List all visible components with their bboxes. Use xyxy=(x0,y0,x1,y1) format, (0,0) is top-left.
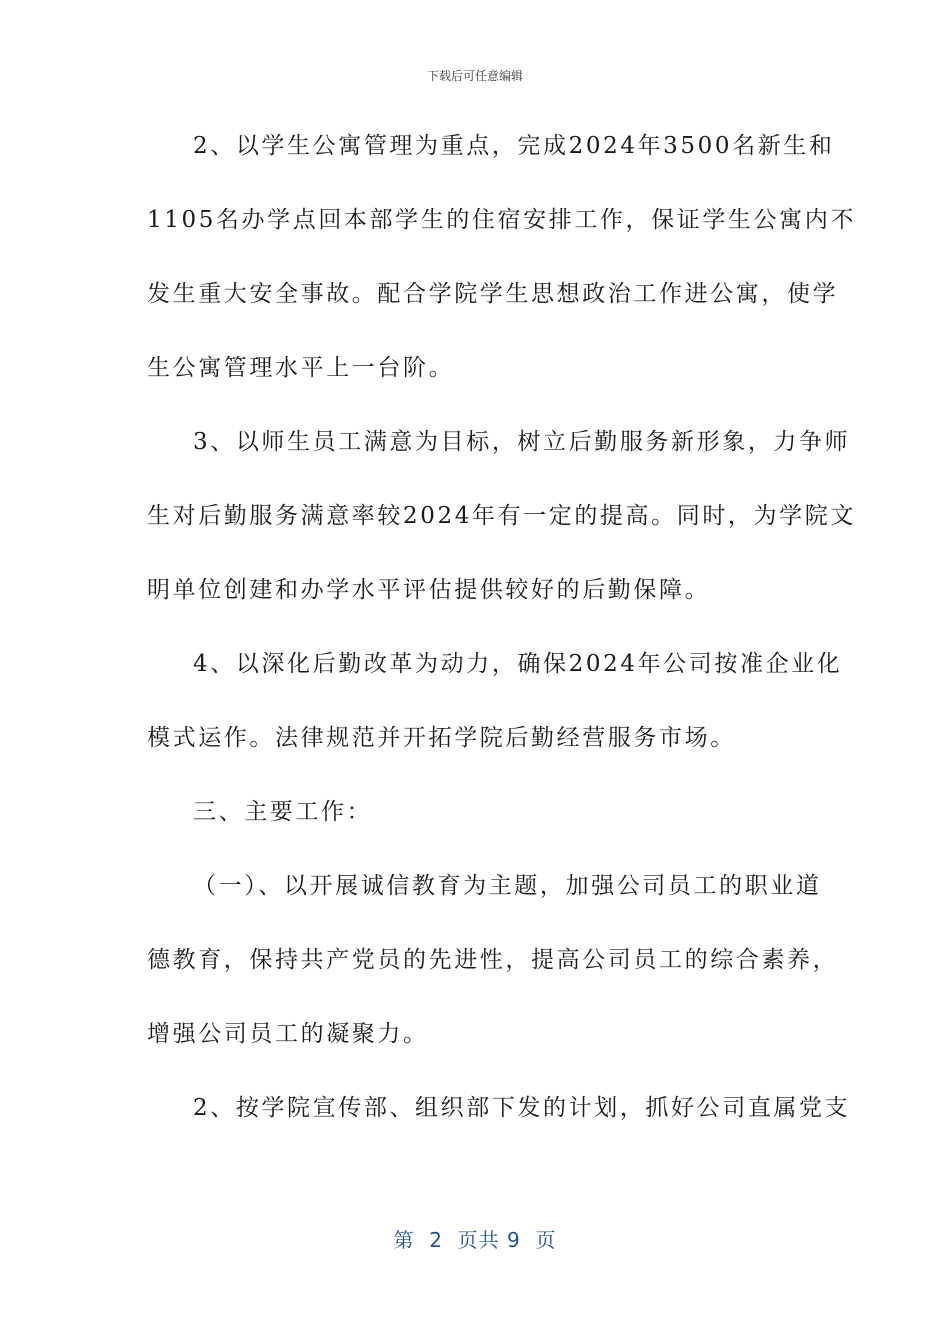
paragraph-line: 生对后勤服务满意率较2024年有一定的提高。同时，为学院文 xyxy=(147,503,856,529)
paragraph-line: （一）、以开展诚信教育为主题，加强公司员工的职业道 xyxy=(193,873,822,899)
section-heading: 三、主要工作： xyxy=(193,799,373,825)
paragraph-line: 2、以学生公寓管理为重点，完成2024年3500名新生和 xyxy=(193,133,835,159)
paragraph-line: 增强公司员工的凝聚力。 xyxy=(147,1021,429,1047)
paragraph-line: 模式运作。法律规范并开拓学院后勤经营服务市场。 xyxy=(147,725,736,751)
paragraph-line: 发生重大安全事故。配合学院学生思想政治工作进公寓，使学 xyxy=(147,281,839,307)
paragraph-line: 1105名办学点回本部学生的住宿安排工作，保证学生公寓内不 xyxy=(147,207,856,233)
page-number-footer: 第 2 页共 9 页 xyxy=(393,1228,557,1252)
paragraph-line: 明单位创建和办学水平评估提供较好的后勤保障。 xyxy=(147,577,711,603)
paragraph-line: 2、按学院宣传部、组织部下发的计划，抓好公司直属党支 xyxy=(193,1095,851,1121)
paragraph-line: 3、以师生员工满意为目标，树立后勤服务新形象，力争师 xyxy=(193,429,851,455)
page-header: 下载后可任意编辑 xyxy=(426,69,523,83)
paragraph-line: 生公寓管理水平上一台阶。 xyxy=(147,355,455,381)
document-body xyxy=(147,120,856,1156)
paragraph-line: 4、以深化后勤改革为动力，确保2024年公司按准企业化 xyxy=(193,651,843,677)
paragraph-line: 德教育，保持共产党员的先进性，提高公司员工的综合素养， xyxy=(147,947,839,973)
